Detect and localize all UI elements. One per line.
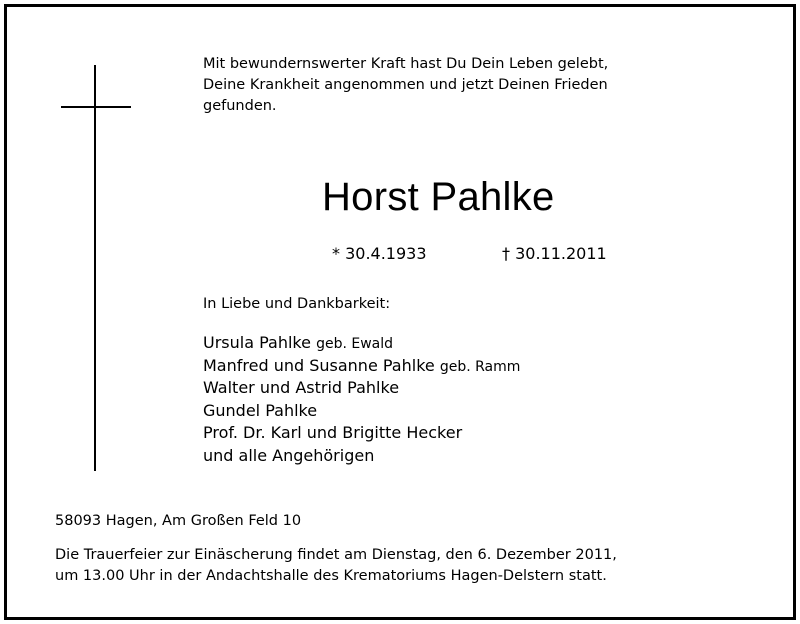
mourners-list xyxy=(203,332,520,467)
mourner-line xyxy=(203,422,520,445)
verse-line: Deine Krankheit angenommen und jetzt Deinen Frieden xyxy=(203,77,608,93)
mourner-name: Ursula Pahlke xyxy=(203,333,311,352)
deceased-name: Horst Pahlke xyxy=(322,175,555,219)
verse-line: Mit bewundernswerter Kraft hast Du Dein Leben gelebt, xyxy=(203,56,609,72)
cross-icon-bar xyxy=(61,106,131,108)
verse-line: gefunden. xyxy=(203,98,277,114)
mourners-intro: In Liebe und Dankbarkeit: xyxy=(203,296,391,312)
verse-text xyxy=(203,54,608,117)
mourner-line xyxy=(203,377,520,400)
mourner-note: geb. Ramm xyxy=(439,358,521,375)
mourner-line xyxy=(203,400,520,423)
cross-icon xyxy=(94,65,96,471)
service-line: um 13.00 Uhr in der Andachtshalle des Krematoriums Hagen-Delstern statt. xyxy=(55,568,607,584)
service-line: Die Trauerfeier zur Einäscherung findet am Dienstag, den 6. Dezember 2011, xyxy=(55,547,617,563)
mourner-name: Gundel Pahlke xyxy=(203,400,318,420)
mourner-note: geb. Ewald xyxy=(316,336,394,352)
mourner-name: Walter und Astrid Pahlke xyxy=(203,378,400,397)
mourner-name: Prof. Dr. Karl und Brigitte Hecker xyxy=(203,423,463,442)
mourner-line xyxy=(203,332,520,355)
address: 58093 Hagen, Am Großen Feld 10 xyxy=(55,513,302,529)
death-date: † 30.11.2011 xyxy=(502,244,607,263)
birth-date: * 30.4.1933 xyxy=(332,244,427,263)
service-info xyxy=(55,545,617,587)
mourner-line xyxy=(203,445,520,468)
mourner-name: und alle Angehörigen xyxy=(203,445,375,465)
mourner-name: Manfred und Susanne Pahlke xyxy=(203,355,435,375)
mourner-line xyxy=(203,355,520,378)
